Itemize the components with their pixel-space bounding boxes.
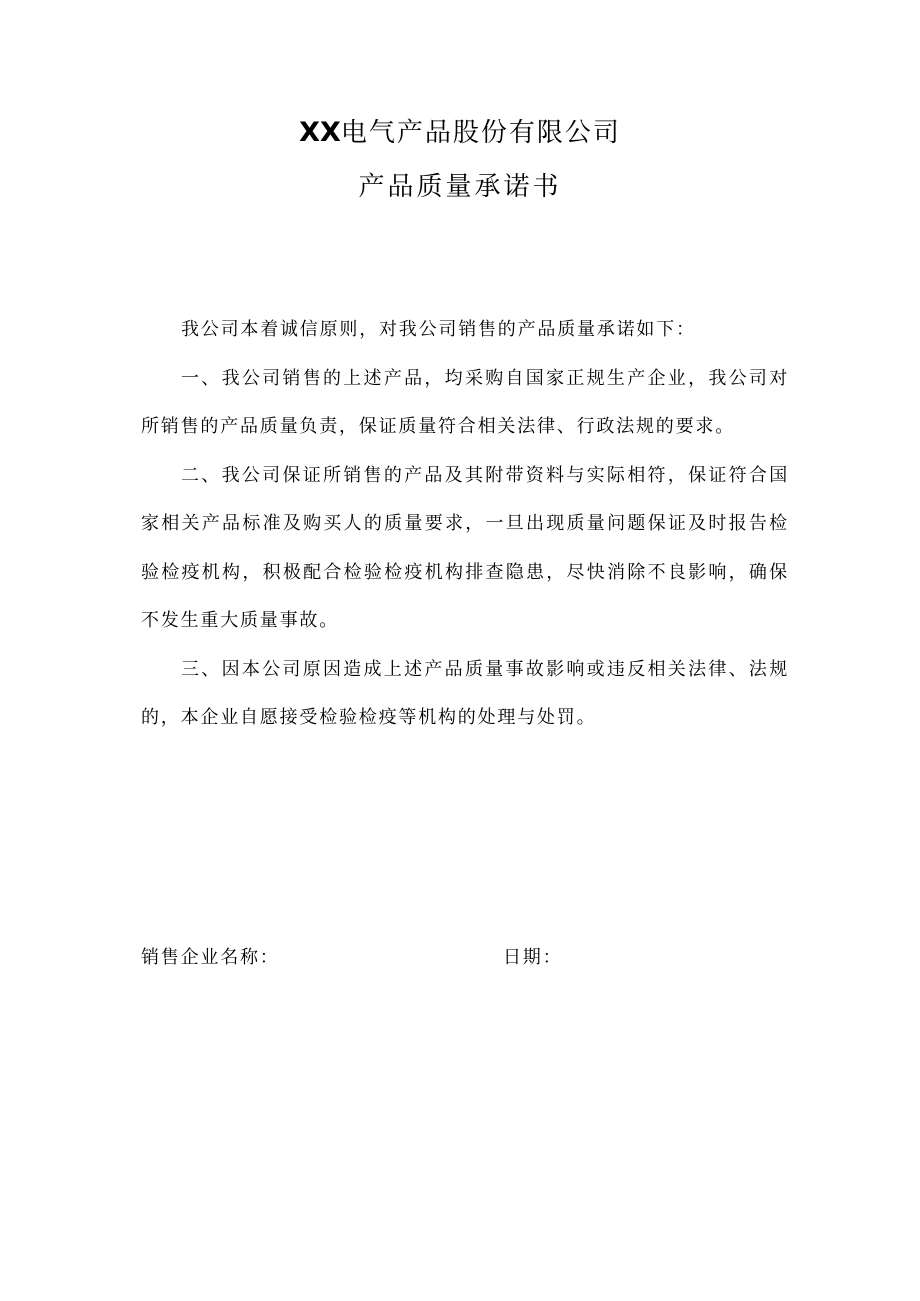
company-title [0,112,920,149]
clause-one-paragraph: 一、我公司销售的上述产品，均采购自国家正规生产企业，我公司对所销售的产品质量负责，保证质量符合相关法律、行政法规的要求。 [141,367,789,437]
document-title: 产品质量承诺书 [358,172,562,202]
intro-paragraph: 我公司本着诚信原则，对我公司销售的产品质量承诺如下： [181,319,696,340]
seller-company-label: 销售企业名称： [141,947,280,968]
clause-three-paragraph: 三、因本公司原因造成上述产品质量事故影响或违反相关法律、法规的，本企业自愿接受检验检疫等机构的处理与处罚。 [141,658,789,728]
commitment-body [141,306,789,743]
company-title-rest: 电气产品股份有限公司 [340,118,621,148]
clause-two-paragraph: 二、我公司保证所销售的产品及其附带资料与实际相符，保证符合国家相关产品标准及购买人的质量要求，一旦出现质量问题保证及时报告检验检疫机构，积极配合检验检疫机构排查隐患，尽快消除不良影响，确保不发生重大质量事故。 [141,464,789,631]
company-title-prefix: XX [299,117,341,148]
date-label: 日期： [503,947,563,968]
